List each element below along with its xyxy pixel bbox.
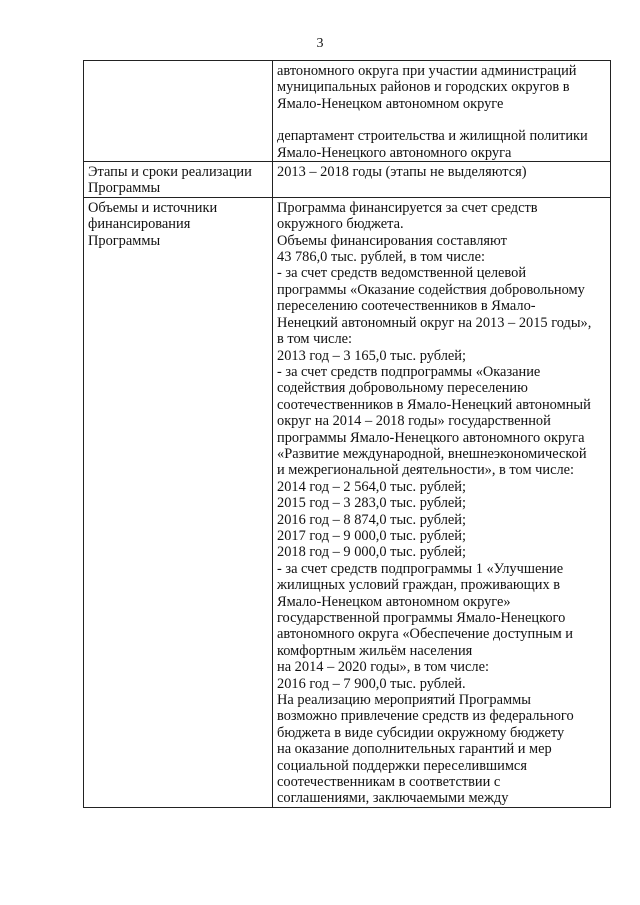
row-value-cell: [273, 61, 611, 162]
row-value-line: переселению соотечественников в Ямало-: [277, 298, 536, 315]
row-value-line: 2017 год – 9 000,0 тыс. рублей;: [277, 527, 466, 544]
row-value-line: 2016 год – 8 874,0 тыс. рублей;: [277, 511, 466, 528]
row-value-line: Ямало-Ненецком автономном округе»: [277, 593, 511, 610]
row-value-cell: [273, 197, 611, 807]
row-value-line: На реализацию мероприятий Программы: [277, 692, 531, 709]
row-label-line: Объемы и источники: [88, 199, 218, 216]
row-value-line: в том числе:: [277, 331, 353, 348]
table-row: [84, 61, 611, 162]
table-body: [84, 61, 611, 808]
row-value-line: комфортным жильём населения: [277, 642, 473, 659]
row-value-line: - за счет средств ведомственной целевой: [277, 265, 527, 282]
row-value-line: - за счет средств подпрограммы «Оказание: [277, 363, 541, 380]
row-value-line: государственной программы Ямало-Ненецкого: [277, 610, 566, 626]
row-value-line: Ненецкий автономный округ на 2013 – 2015 годы»,: [277, 314, 592, 331]
row-value-line: и межрегиональной деятельности», в том числе:: [277, 462, 575, 479]
row-value-line: Программа финансируется за счет средств: [277, 199, 538, 216]
table-row: [84, 197, 611, 807]
row-value-line: 43 786,0 тыс. рублей, в том числе:: [277, 249, 485, 266]
row-label-cell: [84, 61, 273, 162]
row-value-line: Ямало-Ненецкого автономного округа: [277, 144, 512, 161]
row-value-line: окружного бюджета.: [277, 216, 404, 233]
row-value-line: 2016 год – 7 900,0 тыс. рублей.: [277, 675, 466, 692]
row-value-line: бюджета в виде субсидии окружному бюджету: [277, 724, 565, 741]
row-label-cell: [84, 197, 273, 807]
row-value-line: 2015 год – 3 283,0 тыс. рублей;: [277, 495, 466, 512]
row-value-line: соглашениями, заключаемыми между: [277, 790, 509, 807]
row-value-line: социальной поддержки переселившимся: [277, 757, 527, 774]
row-value-line: 2018 год – 9 000,0 тыс. рублей;: [277, 544, 466, 561]
row-value-line: автономного округа при участии администраций: [277, 63, 577, 79]
row-value-cell: [273, 162, 611, 198]
row-value-line: возможно привлечение средств из федерального: [277, 708, 574, 725]
row-value-line: соотечественникам в соответствии с: [277, 774, 501, 791]
row-value-line: департамент строительства и жилищной политики: [277, 128, 588, 145]
row-value-line: Объемы финансирования составляют: [277, 232, 507, 249]
row-value-line: автономного округа «Обеспечение доступным и: [277, 626, 573, 643]
row-value-line: содействия добровольному переселению: [277, 380, 528, 397]
row-value-line: «Развитие международной, внешнеэкономической: [277, 445, 587, 462]
table-row: [84, 162, 611, 198]
row-label-line: финансирования: [88, 216, 191, 233]
row-value-line: программы «Оказание содействия добровольному: [277, 281, 585, 298]
row-value-line: 2013 год – 3 165,0 тыс. рублей;: [277, 347, 466, 364]
row-label-line: Программы: [88, 232, 161, 249]
paragraph-gap: [277, 112, 606, 128]
row-label-line: Этапы и сроки реализации: [88, 164, 252, 181]
row-value-line: 2014 год – 2 564,0 тыс. рублей;: [277, 478, 466, 495]
row-value-line: на 2014 – 2020 годы», в том числе:: [277, 659, 489, 676]
program-passport-table: [83, 60, 611, 808]
row-value-line: жилищных условий граждан, проживающих в: [277, 577, 561, 594]
row-value-line: 2013 – 2018 годы (этапы не выделяются): [277, 164, 527, 181]
row-label-line: Программы: [88, 180, 161, 197]
row-value-line: на оказание дополнительных гарантий и мер: [277, 741, 552, 758]
row-value-line: программы Ямало-Ненецкого автономного округа: [277, 429, 585, 446]
row-value-line: - за счет средств подпрограммы 1 «Улучшение: [277, 560, 564, 577]
row-value-line: округ на 2014 – 2018 годы» государственной: [277, 413, 551, 430]
row-value-line: Ямало-Ненецком автономном округе: [277, 95, 504, 112]
row-label-cell: [84, 162, 273, 198]
page-number: 3: [316, 36, 324, 51]
row-value-line: муниципальных районов и городских округов в: [277, 79, 570, 96]
row-value-line: соотечественников в Ямало-Ненецкий автономный: [277, 396, 591, 413]
